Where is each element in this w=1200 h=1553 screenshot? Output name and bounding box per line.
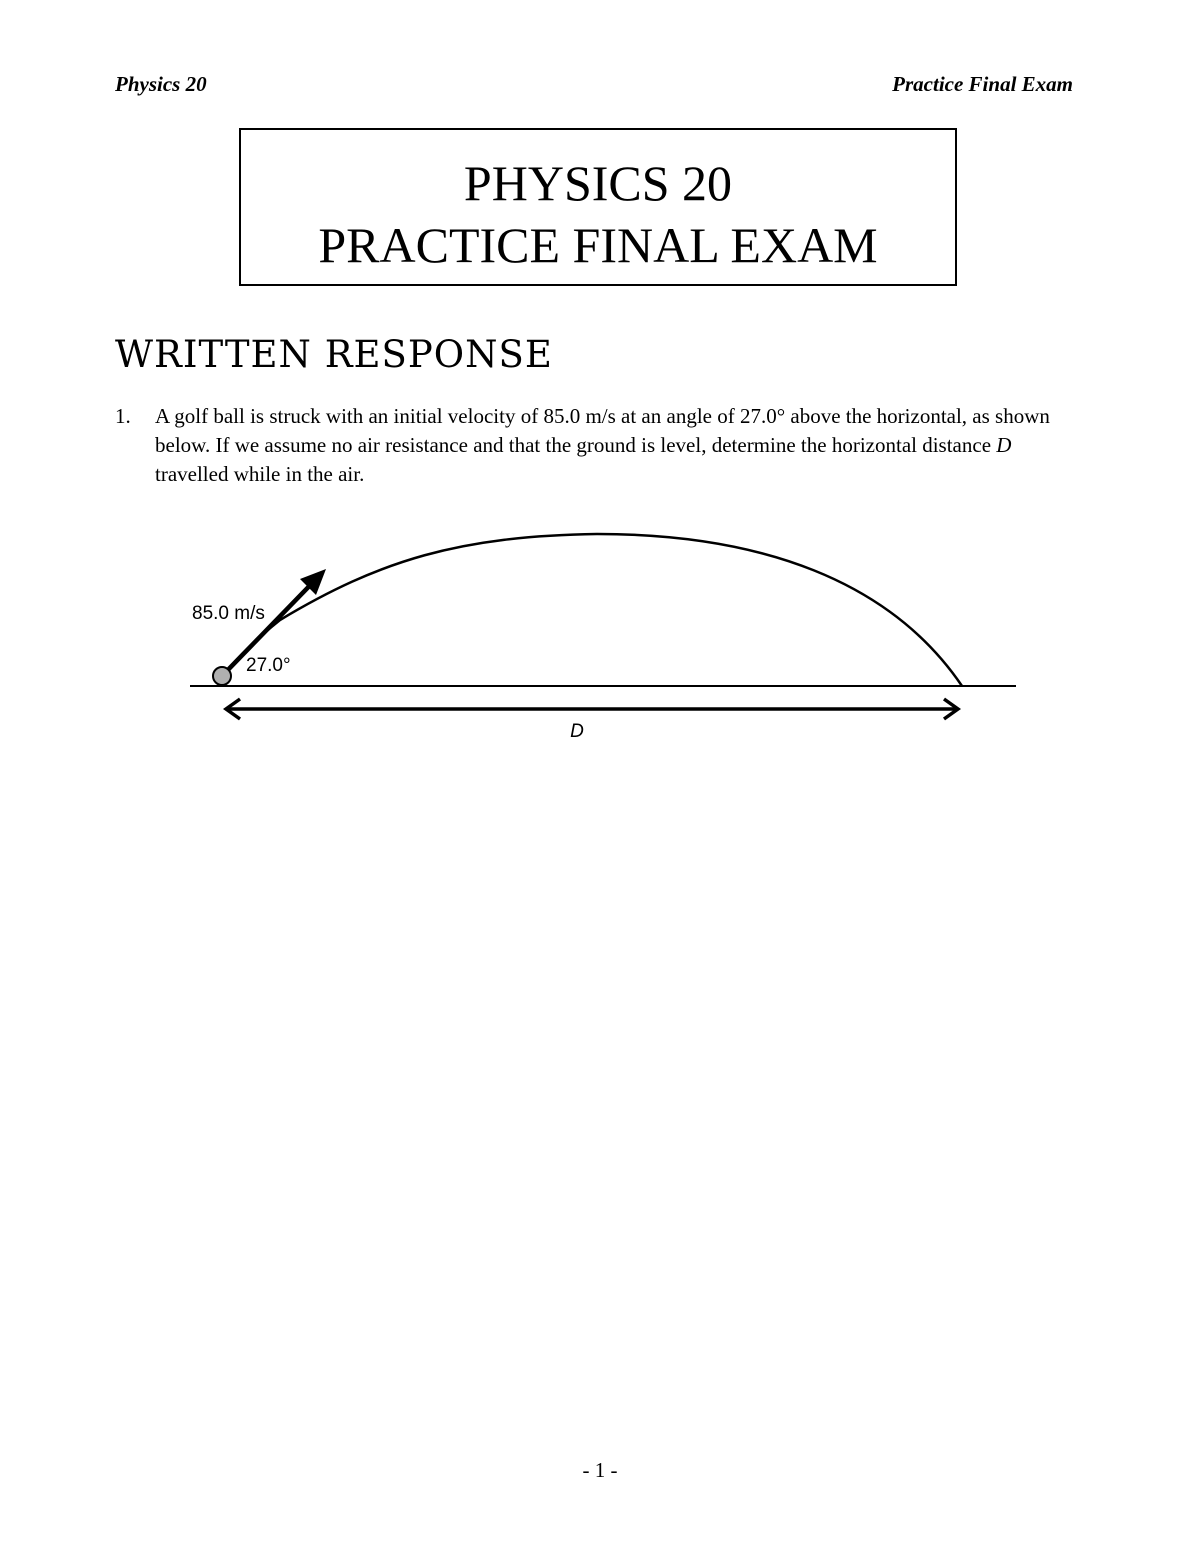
question-text-before: A golf ball is struck with an initial velocity of 85.0 m/s at an angle of 27.0° above the horizontal, as shown below. If we assume no air resistance and that the ground is level, determine the horizontal distance (155, 404, 1050, 457)
header-document-title: Practice Final Exam (892, 72, 1073, 96)
velocity-label: 85.0 m/s (192, 603, 265, 624)
distance-label: D (570, 721, 584, 742)
golf-ball (213, 667, 231, 685)
projectile-diagram (0, 500, 1200, 760)
section-heading: WRITTEN RESPONSE (115, 333, 553, 376)
trajectory-curve (222, 534, 962, 686)
question-text-after: travelled while in the air. (155, 462, 365, 486)
question-number: 1. (115, 404, 131, 428)
title-box (239, 128, 957, 286)
angle-label: 27.0° (246, 655, 291, 676)
question-text (155, 402, 1055, 489)
question-variable: D (996, 433, 1012, 457)
page-number: - 1 - (582, 1458, 618, 1482)
header-course: Physics 20 (115, 72, 207, 96)
title-line-1: PHYSICS 20 (463, 155, 733, 211)
title-line-2: PRACTICE FINAL EXAM (318, 217, 878, 273)
running-header (115, 72, 1073, 97)
